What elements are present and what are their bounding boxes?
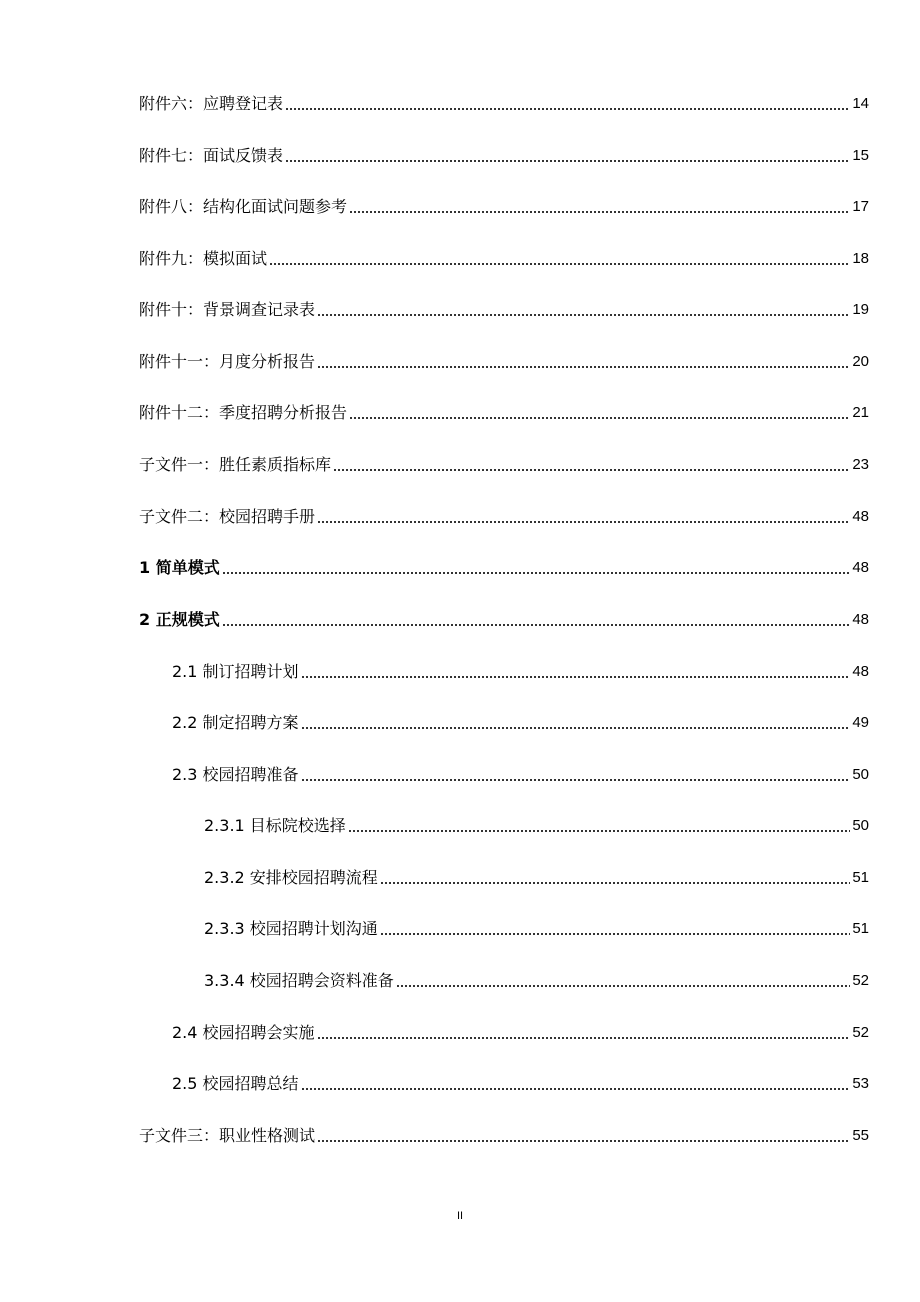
toc-entry-page: 48: [852, 559, 869, 576]
toc-entry[interactable]: [139, 239, 869, 269]
toc-dot-leader: [269, 263, 850, 265]
toc-entry-page: 21: [852, 404, 869, 421]
toc-entry[interactable]: [139, 136, 869, 166]
toc-entry-title: 1 简单模式: [139, 558, 220, 577]
toc-entry[interactable]: [139, 600, 869, 630]
toc-entry[interactable]: [139, 497, 869, 527]
toc-entry-page: 17: [852, 198, 869, 215]
toc-entry-title: 附件九：模拟面试: [139, 249, 268, 268]
toc-entry[interactable]: [172, 755, 869, 785]
toc-entry[interactable]: [204, 806, 869, 836]
toc-entry-page: 15: [852, 147, 869, 164]
toc-entry-title: 3.3.4 校园招聘会资料准备: [204, 971, 394, 990]
toc-entry[interactable]: [172, 703, 869, 733]
toc-entry-page: 51: [852, 920, 869, 937]
toc-dot-leader: [285, 108, 850, 110]
toc-entry-title: 附件七：面试反馈表: [139, 146, 284, 165]
toc-dot-leader: [222, 572, 851, 574]
toc-entry-page: 20: [852, 353, 869, 370]
toc-entry[interactable]: [139, 1116, 869, 1146]
toc-entry-title: 子文件三：职业性格测试: [139, 1126, 316, 1145]
toc-entry-page: 19: [852, 301, 869, 318]
toc-entry-title: 附件八：结构化面试问题参考: [139, 197, 348, 216]
toc-entry-page: 52: [852, 972, 869, 989]
toc-dot-leader: [348, 830, 851, 832]
toc-dot-leader: [380, 882, 851, 884]
toc-entry-title: 2.3.1 目标院校选择: [204, 816, 346, 835]
toc-dot-leader: [301, 779, 851, 781]
toc-entry-title: 附件十一：月度分析报告: [139, 352, 316, 371]
toc-dot-leader: [349, 417, 850, 419]
toc-dot-leader: [333, 469, 850, 471]
toc-entry-title: 2 正规模式: [139, 610, 220, 629]
toc-entry-title: 附件十二：季度招聘分析报告: [139, 403, 348, 422]
toc-dot-leader: [301, 676, 851, 678]
toc-entry-title: 2.3.3 校园招聘计划沟通: [204, 919, 378, 938]
toc-entry-title: 子文件一：胜任素质指标库: [139, 455, 332, 474]
toc-entry-title: 2.3 校园招聘准备: [172, 765, 299, 784]
toc-entry[interactable]: [139, 187, 869, 217]
toc-dot-leader: [396, 985, 851, 987]
toc-entry-page: 53: [852, 1075, 869, 1092]
toc-entry-title: 2.3.2 安排校园招聘流程: [204, 868, 378, 887]
toc-entry-page: 48: [852, 663, 869, 680]
toc-entry-page: 48: [852, 508, 869, 525]
toc-entry-page: 18: [852, 250, 869, 267]
toc-entry[interactable]: [139, 445, 869, 475]
toc-entry-title: 2.5 校园招聘总结: [172, 1074, 299, 1093]
toc-entry-title: 附件十：背景调查记录表: [139, 300, 316, 319]
toc-dot-leader: [317, 1037, 851, 1039]
toc-entry[interactable]: [172, 652, 869, 682]
toc-entry[interactable]: [139, 290, 869, 320]
page-number: II: [456, 1210, 464, 1222]
toc-entry-title: 2.1 制订招聘计划: [172, 662, 299, 681]
toc-dot-leader: [301, 1088, 851, 1090]
toc-entry-page: 50: [852, 766, 869, 783]
toc-dot-leader: [285, 160, 850, 162]
toc-entry[interactable]: [204, 909, 869, 939]
toc-dot-leader: [380, 933, 851, 935]
toc-entry-title: 子文件二：校园招聘手册: [139, 507, 316, 526]
toc-entry[interactable]: [204, 961, 869, 991]
toc-dot-leader: [317, 314, 850, 316]
toc-entry-page: 23: [852, 456, 869, 473]
toc-dot-leader: [349, 211, 850, 213]
toc-entry[interactable]: [172, 1064, 869, 1094]
toc-entry[interactable]: [139, 342, 869, 372]
toc-entry-page: 14: [852, 95, 869, 112]
toc-entry-page: 55: [852, 1127, 869, 1144]
toc-entry-page: 51: [852, 869, 869, 886]
toc-entry[interactable]: [139, 84, 869, 114]
toc-entry-title: 附件六：应聘登记表: [139, 94, 284, 113]
toc-entry-title: 2.4 校园招聘会实施: [172, 1023, 315, 1042]
toc-dot-leader: [301, 727, 851, 729]
toc-entry[interactable]: [204, 858, 869, 888]
toc-dot-leader: [222, 624, 851, 626]
toc-entry-page: 48: [852, 611, 869, 628]
toc-entry[interactable]: [172, 1013, 869, 1043]
toc-entry[interactable]: [139, 548, 869, 578]
toc-entry[interactable]: [139, 393, 869, 423]
toc-entry-title: 2.2 制定招聘方案: [172, 713, 299, 732]
toc-dot-leader: [317, 1140, 850, 1142]
toc-entry-page: 52: [852, 1024, 869, 1041]
toc-entry-page: 49: [852, 714, 869, 731]
toc-entry-page: 50: [852, 817, 869, 834]
toc-dot-leader: [317, 521, 850, 523]
toc-dot-leader: [317, 366, 850, 368]
